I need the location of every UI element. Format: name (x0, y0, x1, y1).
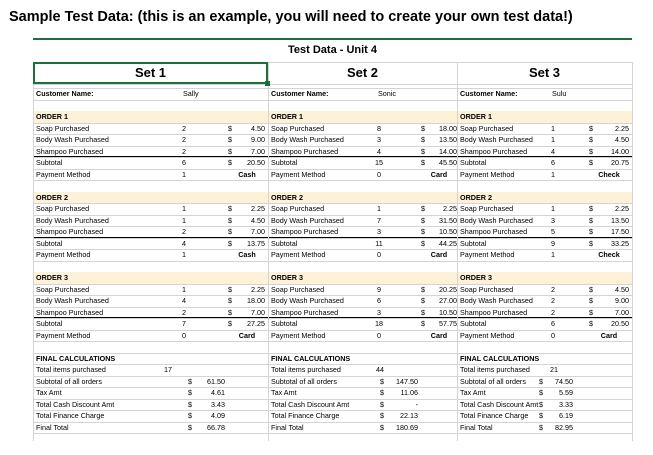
currency-symbol: $ (228, 296, 232, 305)
payment-label: Payment Method (36, 169, 91, 179)
item-quantity[interactable]: 3 (377, 227, 381, 236)
subtotal-amount[interactable]: 20.50 (247, 158, 265, 167)
currency-symbol: $ (228, 284, 232, 294)
payment-label: Payment Method (36, 330, 91, 340)
currency-symbol: $ (228, 146, 232, 156)
item-label: Shampoo Purchased (271, 146, 339, 156)
currency-symbol: $ (380, 411, 384, 420)
final-label: Final Total (460, 422, 493, 432)
subtotal-quantity[interactable]: 6 (551, 319, 555, 328)
final-label: Subtotal of all orders (36, 376, 102, 386)
currency-symbol: $ (421, 319, 425, 328)
payment-code[interactable]: 1 (182, 169, 186, 179)
final-value[interactable]: 6.19 (559, 411, 573, 420)
item-quantity[interactable]: 2 (551, 296, 555, 305)
currency-symbol: $ (228, 319, 232, 328)
subtotal-label: Subtotal (36, 158, 63, 167)
item-quantity[interactable]: 3 (551, 215, 555, 225)
subtotal-amount[interactable]: 20.50 (611, 319, 629, 328)
currency-symbol: $ (421, 307, 425, 317)
payment-code[interactable]: 0 (182, 330, 186, 340)
subtotal-amount[interactable]: 27.25 (247, 319, 265, 328)
item-amount[interactable]: 27.00 (439, 296, 457, 305)
currency-symbol: $ (228, 158, 232, 167)
item-amount[interactable]: 13.50 (611, 215, 629, 225)
currency-symbol: $ (380, 376, 384, 386)
subtotal-label: Subtotal (460, 319, 487, 328)
item-label: Body Wash Purchased (271, 215, 344, 225)
item-label: Shampoo Purchased (36, 307, 104, 317)
currency-symbol: $ (539, 399, 543, 409)
currency-symbol: $ (421, 284, 425, 294)
payment-code[interactable]: 0 (377, 169, 381, 179)
subtotal-quantity[interactable]: 6 (182, 158, 186, 167)
subtotal-label: Subtotal (36, 238, 63, 248)
item-label: Shampoo Purchased (36, 146, 104, 156)
payment-code[interactable]: 0 (377, 330, 381, 340)
item-quantity[interactable]: 2 (182, 307, 186, 317)
final-label: Total items purchased (460, 365, 530, 374)
currency-symbol: $ (589, 296, 593, 305)
subtotal-label: Subtotal (271, 319, 298, 328)
subtotal-amount[interactable]: 33.25 (611, 238, 629, 248)
order-label: ORDER 3 (36, 273, 68, 282)
payment-method[interactable]: Card (600, 330, 618, 340)
payment-label: Payment Method (271, 169, 326, 179)
currency-symbol: $ (188, 411, 192, 420)
item-amount[interactable]: 2.25 (615, 204, 629, 213)
final-value[interactable]: 5.59 (559, 388, 573, 397)
item-quantity[interactable]: 2 (182, 227, 186, 236)
order-label: ORDER 1 (271, 112, 303, 121)
item-label: Shampoo Purchased (271, 307, 339, 317)
item-label: Shampoo Purchased (460, 146, 528, 156)
item-quantity[interactable]: 1 (551, 123, 555, 133)
final-value[interactable]: 4.09 (211, 411, 225, 420)
payment-method[interactable]: Card (430, 250, 448, 259)
currency-symbol: $ (589, 146, 593, 156)
item-quantity[interactable]: 7 (377, 215, 381, 225)
payment-label: Payment Method (271, 330, 326, 340)
gridline-h (33, 330, 632, 331)
item-label: Soap Purchased (460, 123, 514, 133)
final-value[interactable]: 180.69 (396, 422, 418, 432)
item-amount[interactable]: 7.00 (251, 307, 265, 317)
item-amount[interactable]: 4.50 (615, 135, 629, 144)
final-label: Final Total (271, 422, 304, 432)
item-amount[interactable]: 14.00 (439, 146, 457, 156)
final-value[interactable]: - (415, 399, 418, 409)
gridline-h (33, 238, 632, 239)
item-label: Body Wash Purchased (460, 296, 533, 305)
item-amount[interactable]: 10.50 (439, 307, 457, 317)
final-calc-label: FINAL CALCULATIONS (271, 353, 351, 363)
final-value[interactable]: 147.50 (396, 376, 418, 386)
item-amount[interactable]: 20.25 (439, 284, 457, 294)
payment-code[interactable]: 0 (551, 330, 555, 340)
item-label: Body Wash Purchased (36, 296, 109, 305)
gridline-h (33, 88, 632, 89)
item-label: Body Wash Purchased (271, 135, 344, 144)
subtotal-quantity[interactable]: 18 (375, 319, 383, 328)
order-label: ORDER 1 (36, 112, 68, 121)
payment-method[interactable]: Cash (238, 250, 256, 259)
item-label: Soap Purchased (36, 204, 90, 213)
item-quantity[interactable]: 4 (377, 146, 381, 156)
customer-name-label: Customer Name: (271, 89, 329, 98)
final-label: Total items purchased (36, 365, 106, 374)
final-label: Tax Amt (460, 388, 486, 397)
currency-symbol: $ (589, 284, 593, 294)
final-calc-label: FINAL CALCULATIONS (36, 353, 116, 363)
gridline-h (33, 84, 632, 85)
order-label: ORDER 3 (271, 273, 303, 282)
item-quantity[interactable]: 6 (377, 296, 381, 305)
subtotal-quantity[interactable]: 15 (375, 158, 383, 167)
item-amount[interactable]: 2.25 (443, 204, 457, 213)
currency-symbol: $ (539, 422, 543, 432)
customer-name-value[interactable]: Sonic (378, 89, 396, 98)
item-label: Soap Purchased (460, 284, 514, 294)
currency-symbol: $ (589, 227, 593, 236)
item-quantity[interactable]: 2 (182, 146, 186, 156)
currency-symbol: $ (589, 135, 593, 144)
final-label: Subtotal of all orders (271, 376, 337, 386)
final-value[interactable]: 22.13 (400, 411, 418, 420)
item-quantity[interactable]: 4 (182, 296, 186, 305)
item-amount[interactable]: 13.50 (439, 135, 457, 144)
gridline-h (33, 180, 632, 181)
item-label: Shampoo Purchased (36, 227, 104, 236)
subtotal-quantity[interactable]: 4 (182, 238, 186, 248)
item-label: Soap Purchased (36, 123, 90, 133)
currency-symbol: $ (421, 215, 425, 225)
gridline-h (33, 433, 632, 434)
gridline-h (33, 261, 632, 262)
set-header-2[interactable]: Set 2 (346, 65, 379, 80)
currency-symbol: $ (539, 388, 543, 397)
final-value[interactable]: 3.43 (211, 399, 225, 409)
gridline-h (33, 249, 632, 250)
final-label: Total Finance Charge (36, 411, 105, 420)
item-quantity[interactable]: 3 (377, 307, 381, 317)
item-quantity[interactable]: 1 (551, 204, 555, 213)
item-amount[interactable]: 2.25 (615, 123, 629, 133)
final-label: Total Finance Charge (271, 411, 340, 420)
item-quantity[interactable]: 1 (182, 204, 186, 213)
item-quantity[interactable]: 2 (551, 284, 555, 294)
payment-code[interactable]: 0 (377, 250, 381, 259)
item-label: Soap Purchased (271, 204, 325, 213)
final-label: Total Finance Charge (460, 411, 529, 420)
final-label: Tax Amt (36, 388, 62, 397)
final-value[interactable]: 11.06 (400, 388, 418, 397)
gridline-h (33, 123, 632, 124)
gridline-h (33, 100, 632, 101)
currency-symbol: $ (421, 296, 425, 305)
final-value[interactable]: 44 (376, 365, 384, 374)
currency-symbol: $ (380, 388, 384, 397)
item-quantity[interactable]: 8 (377, 123, 381, 133)
item-amount[interactable]: 7.00 (615, 307, 629, 317)
item-label: Soap Purchased (460, 204, 514, 213)
currency-symbol: $ (188, 399, 192, 409)
final-value[interactable]: 61.50 (207, 376, 225, 386)
item-quantity[interactable]: 2 (182, 135, 186, 144)
payment-method[interactable]: Check (598, 250, 620, 259)
gridline-h (33, 157, 632, 158)
payment-method[interactable]: Card (238, 330, 256, 340)
final-label: Final Total (36, 422, 69, 432)
subtotal-label: Subtotal (460, 158, 487, 167)
subtotal-amount[interactable]: 57.75 (439, 319, 457, 328)
item-label: Soap Purchased (271, 123, 325, 133)
currency-symbol: $ (589, 238, 593, 248)
currency-symbol: $ (421, 227, 425, 236)
final-value[interactable]: 66.78 (207, 422, 225, 432)
item-label: Soap Purchased (271, 284, 325, 294)
set-header-1[interactable]: Set 1 (33, 62, 268, 84)
item-label: Shampoo Purchased (460, 307, 528, 317)
currency-symbol: $ (228, 204, 232, 213)
item-amount[interactable]: 7.00 (251, 227, 265, 236)
currency-symbol: $ (380, 422, 384, 432)
item-quantity[interactable]: 9 (377, 284, 381, 294)
item-quantity[interactable]: 1 (182, 215, 186, 225)
subtotal-amount[interactable]: 45.50 (439, 158, 457, 167)
item-quantity[interactable]: 4 (551, 146, 555, 156)
currency-symbol: $ (589, 319, 593, 328)
payment-code[interactable]: 1 (551, 169, 555, 179)
subtotal-amount[interactable]: 44.25 (439, 238, 457, 248)
currency-symbol: $ (228, 238, 232, 248)
currency-symbol: $ (228, 215, 232, 225)
item-quantity[interactable]: 1 (551, 135, 555, 144)
final-label: Tax Amt (271, 388, 297, 397)
final-label: Total Cash Discount Amt (271, 399, 350, 409)
payment-method[interactable]: Cash (238, 169, 256, 179)
item-label: Soap Purchased (36, 284, 90, 294)
item-label: Body Wash Purchased (460, 135, 533, 144)
customer-name-label: Customer Name: (36, 89, 94, 98)
item-amount[interactable]: 4.50 (251, 215, 265, 225)
item-amount[interactable]: 14.00 (611, 146, 629, 156)
final-label: Total Cash Discount Amt (36, 399, 115, 409)
final-value[interactable]: 17 (164, 365, 172, 374)
payment-label: Payment Method (36, 250, 91, 259)
item-amount[interactable]: 4.50 (251, 123, 265, 133)
item-quantity[interactable]: 2 (182, 123, 186, 133)
subtotal-quantity[interactable]: 9 (551, 238, 555, 248)
gridline-h (33, 341, 632, 342)
order-label: ORDER 2 (36, 192, 68, 202)
order-label: ORDER 3 (460, 273, 492, 282)
item-label: Body Wash Purchased (271, 296, 344, 305)
final-calc-label: FINAL CALCULATIONS (460, 353, 540, 363)
currency-symbol: $ (539, 376, 543, 386)
currency-symbol: $ (589, 204, 593, 213)
gridline-h (33, 318, 632, 319)
page-heading: Sample Test Data: (this is an example, you will need to create your own test data!) (9, 9, 573, 25)
item-amount[interactable]: 9.00 (615, 296, 629, 305)
sheet-title[interactable]: Test Data - Unit 4 (287, 44, 378, 56)
subtotal-quantity[interactable]: 7 (182, 319, 186, 328)
currency-symbol: $ (539, 411, 543, 420)
subtotal-label: Subtotal (271, 238, 298, 248)
currency-symbol: $ (228, 227, 232, 236)
payment-method[interactable]: Check (598, 169, 620, 179)
currency-symbol: $ (589, 123, 593, 133)
currency-symbol: $ (421, 135, 425, 144)
subtotal-quantity[interactable]: 11 (375, 238, 383, 248)
currency-symbol: $ (380, 399, 384, 409)
set-header-3[interactable]: Set 3 (528, 65, 561, 80)
item-label: Shampoo Purchased (460, 227, 528, 236)
payment-method[interactable]: Card (430, 169, 448, 179)
currency-symbol: $ (589, 307, 593, 317)
payment-method[interactable]: Card (430, 330, 448, 340)
spreadsheet (33, 38, 632, 441)
final-value[interactable]: 21 (550, 365, 558, 374)
item-label: Body Wash Purchased (36, 215, 109, 225)
currency-symbol: $ (228, 135, 232, 144)
final-label: Total Cash Discount Amt (460, 399, 539, 409)
payment-label: Payment Method (271, 250, 326, 259)
item-quantity[interactable]: 3 (377, 135, 381, 144)
payment-label: Payment Method (460, 250, 515, 259)
currency-symbol: $ (421, 146, 425, 156)
subtotal-amount[interactable]: 20.75 (611, 158, 629, 167)
item-quantity[interactable]: 1 (377, 204, 381, 213)
currency-symbol: $ (188, 422, 192, 432)
order-band (34, 192, 268, 204)
currency-symbol: $ (228, 123, 232, 133)
item-label: Body Wash Purchased (36, 135, 109, 144)
order-label: ORDER 2 (271, 192, 303, 202)
gridline-h (33, 284, 632, 285)
currency-symbol: $ (188, 388, 192, 397)
customer-name-value[interactable]: Sulu (552, 89, 567, 98)
order-label: ORDER 1 (460, 112, 492, 121)
final-value[interactable]: 74.50 (555, 376, 573, 386)
final-value[interactable]: 4.61 (211, 388, 225, 397)
item-label: Body Wash Purchased (460, 215, 533, 225)
subtotal-label: Subtotal (271, 158, 298, 167)
subtotal-label: Subtotal (460, 238, 487, 248)
currency-symbol: $ (589, 158, 593, 167)
item-amount[interactable]: 18.00 (247, 296, 265, 305)
item-amount[interactable]: 4.50 (615, 284, 629, 294)
gridline-v (632, 62, 633, 441)
item-quantity[interactable]: 2 (551, 307, 555, 317)
order-band (34, 111, 268, 123)
currency-symbol: $ (421, 238, 425, 248)
payment-code[interactable]: 1 (551, 250, 555, 259)
customer-name-label: Customer Name: (460, 89, 518, 98)
item-quantity[interactable]: 5 (551, 227, 555, 236)
subtotal-quantity[interactable]: 6 (551, 158, 555, 167)
gridline-h (33, 169, 632, 170)
subtotal-amount[interactable]: 13.75 (247, 238, 265, 248)
final-value[interactable]: 3.33 (559, 399, 573, 409)
item-amount[interactable]: 9.00 (251, 135, 265, 144)
currency-symbol: $ (421, 123, 425, 133)
item-amount[interactable]: 2.25 (251, 284, 265, 294)
order-label: ORDER 2 (460, 192, 492, 202)
currency-symbol: $ (421, 158, 425, 167)
payment-code[interactable]: 1 (182, 250, 186, 259)
item-amount[interactable]: 31.50 (439, 215, 457, 225)
top-border (33, 38, 632, 40)
item-amount[interactable]: 18.00 (439, 123, 457, 133)
item-quantity[interactable]: 1 (182, 284, 186, 294)
item-amount[interactable]: 2.25 (251, 204, 265, 213)
item-amount[interactable]: 10.50 (439, 227, 457, 236)
gridline-h (33, 203, 632, 204)
customer-name-value[interactable]: Sally (183, 89, 199, 98)
final-label: Total items purchased (271, 365, 341, 374)
item-label: Shampoo Purchased (271, 227, 339, 236)
currency-symbol: $ (228, 307, 232, 317)
payment-label: Payment Method (460, 330, 515, 340)
currency-symbol: $ (421, 204, 425, 213)
order-band (34, 272, 268, 284)
item-amount[interactable]: 7.00 (251, 146, 265, 156)
final-label: Subtotal of all orders (460, 376, 526, 386)
item-amount[interactable]: 17.50 (611, 227, 629, 236)
final-value[interactable]: 82.95 (555, 422, 573, 432)
payment-label: Payment Method (460, 169, 515, 179)
currency-symbol: $ (188, 376, 192, 386)
currency-symbol: $ (589, 215, 593, 225)
subtotal-label: Subtotal (36, 319, 63, 328)
